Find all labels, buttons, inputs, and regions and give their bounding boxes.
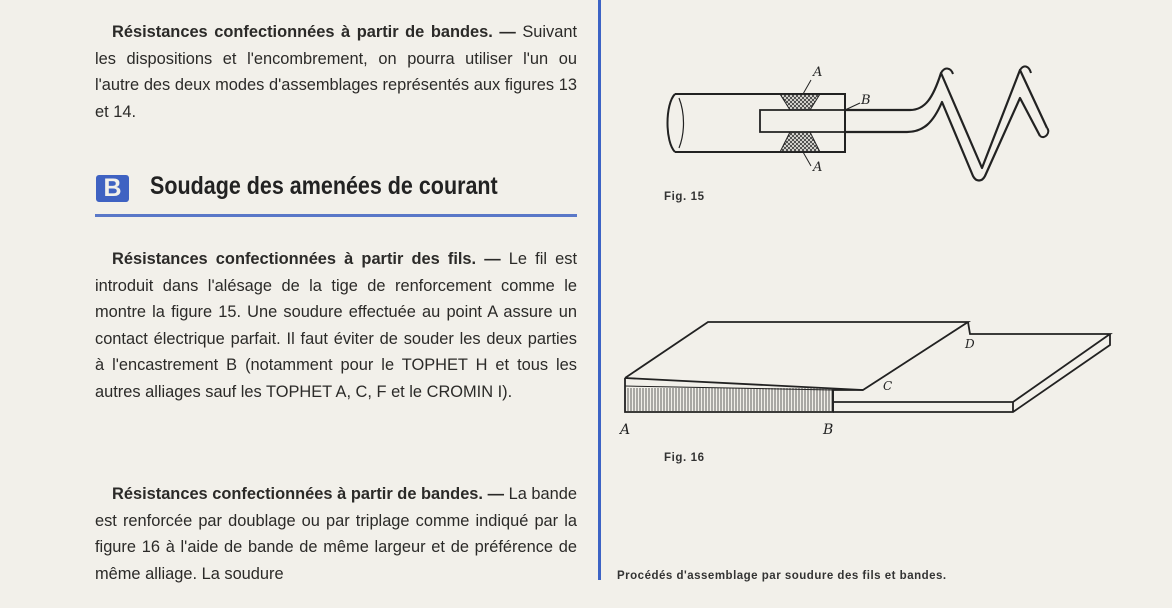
figure-16-drawing bbox=[618, 318, 1118, 448]
paragraph-wires bbox=[95, 246, 577, 406]
paragraph-bands-1 bbox=[95, 19, 577, 125]
paragraph-text: Le fil est introduit dans l'alésage de la tige de renforcement comme le montre la figure 15. Une soudure effectuée au point A assure un contact électrique parfait. Il faut éviter de souder les deux parties à l'encastrement B (notamment pour le TOPHET H et tous les autres alliages sauf les TOPHET A, C, F et le CROMIN I). bbox=[95, 250, 577, 401]
figure-15-caption: Fig. 15 bbox=[664, 191, 705, 203]
column-divider bbox=[598, 0, 601, 580]
label-b: B bbox=[823, 422, 834, 438]
section-title: Soudage des amenées de courant bbox=[150, 172, 498, 200]
section-heading bbox=[95, 168, 577, 218]
paragraph-lead: Résistances confectionnées à partir de bandes. — bbox=[112, 23, 516, 41]
section-underline bbox=[95, 214, 577, 217]
label-d: D bbox=[965, 337, 975, 351]
paragraph-bands-2 bbox=[95, 481, 577, 587]
paragraph-text: La bande est renforcée par doublage ou par triplage comme indiqué par la figure 16 à l'aide de bande de même largeur et de préférence de même alliage. La soudure bbox=[95, 485, 577, 583]
section-badge: B bbox=[96, 175, 129, 202]
figures-caption: Procédés d'assemblage par soudure des fils et bandes. bbox=[617, 570, 947, 582]
label-a-top: A bbox=[813, 65, 823, 80]
label-a-bottom: A bbox=[813, 160, 823, 175]
figure-16-caption: Fig. 16 bbox=[664, 452, 705, 464]
label-c: C bbox=[883, 379, 893, 393]
paragraph-text: Suivant les dispositions et l'encombrement, on pourra utiliser l'un ou l'autre des deux modes d'assemblages représentés aux figures 13 et 14. bbox=[95, 23, 578, 121]
paragraph-lead: Résistances confectionnées à partir de bandes. — bbox=[112, 485, 504, 503]
paragraph-lead: Résistances confectionnées à partir des fils. — bbox=[112, 250, 501, 268]
figure-15-drawing bbox=[655, 58, 1065, 188]
label-b: B bbox=[861, 93, 871, 108]
label-a: A bbox=[620, 422, 631, 438]
